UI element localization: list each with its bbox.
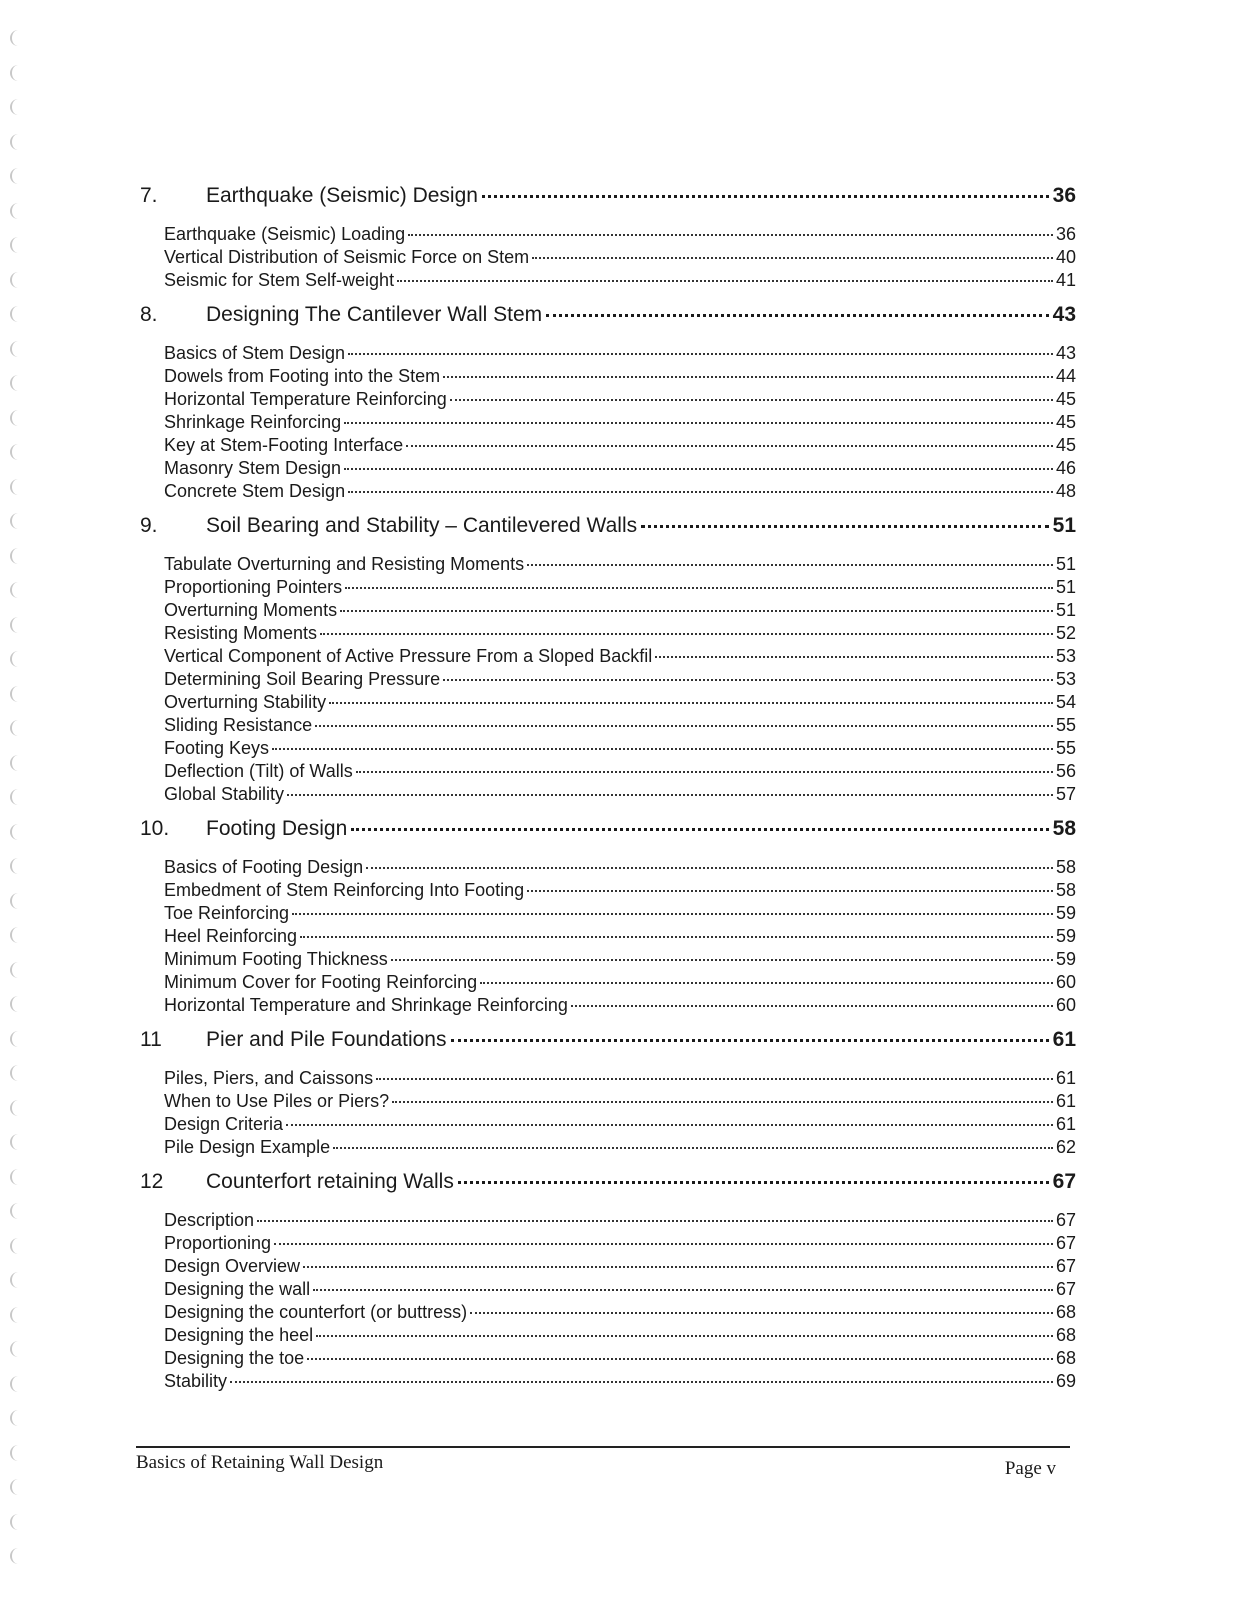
- toc-entry[interactable]: [164, 1137, 1076, 1160]
- toc-entry-title: Stability: [164, 1371, 228, 1391]
- toc-entry[interactable]: [164, 600, 1076, 623]
- chapter-page-number: 58: [1052, 817, 1076, 840]
- dot-leader: [348, 491, 1053, 493]
- chapter-title: Counterfort retaining Walls: [206, 1170, 454, 1193]
- toc-entry-title: Toe Reinforcing: [164, 903, 290, 923]
- dot-leader: [443, 376, 1053, 378]
- toc-entry[interactable]: [164, 715, 1076, 738]
- binder-hole-mark: [10, 686, 20, 702]
- chapter-title: Earthquake (Seismic) Design: [206, 184, 478, 207]
- binder-hole-mark: [10, 927, 20, 943]
- toc-entry-title: Global Stability: [164, 784, 285, 804]
- toc-entry-page-number: 52: [1055, 623, 1076, 643]
- toc-entry-page-number: 60: [1055, 972, 1076, 992]
- binder-hole-mark: [10, 375, 20, 391]
- toc-entry[interactable]: [164, 1279, 1076, 1302]
- toc-entry-title: Design Criteria: [164, 1114, 284, 1134]
- chapter-number: 12: [140, 1170, 164, 1193]
- binder-hole-mark: [10, 65, 20, 81]
- table-of-contents: [140, 184, 1076, 1404]
- toc-entry[interactable]: [164, 949, 1076, 972]
- binder-hole-mark: [10, 651, 20, 667]
- toc-entry-page-number: 67: [1055, 1279, 1076, 1299]
- footer-page-label: Page v: [1004, 1458, 1056, 1479]
- toc-entry-title: Tabulate Overturning and Resisting Moments: [164, 554, 525, 574]
- chapter-number: 11: [140, 1028, 162, 1051]
- binder-hole-mark: [10, 996, 20, 1012]
- toc-entry-page-number: 36: [1055, 224, 1076, 244]
- toc-entry-page-number: 53: [1055, 669, 1076, 689]
- chapter-heading[interactable]: [140, 1028, 1076, 1062]
- toc-entry-page-number: 58: [1055, 880, 1076, 900]
- dot-leader: [315, 725, 1053, 727]
- dot-leader: [392, 1101, 1053, 1103]
- toc-entry[interactable]: [164, 1068, 1076, 1091]
- toc-entry-title: Seismic for Stem Self-weight: [164, 270, 395, 290]
- dot-leader: [307, 1358, 1053, 1360]
- toc-entry-title: Footing Keys: [164, 738, 270, 758]
- chapter-number: 9.: [140, 514, 158, 537]
- toc-entry[interactable]: [164, 880, 1076, 903]
- toc-entry-page-number: 45: [1055, 435, 1076, 455]
- toc-entry-page-number: 67: [1055, 1210, 1076, 1230]
- binder-hole-mark: [10, 858, 20, 874]
- chapter-heading[interactable]: [140, 514, 1076, 548]
- dot-leader: [480, 982, 1053, 984]
- toc-entry-page-number: 61: [1055, 1114, 1076, 1134]
- binder-hole-mark: [10, 1272, 20, 1288]
- toc-entry-title: Designing the counterfort (or buttress): [164, 1302, 468, 1322]
- toc-entry-page-number: 56: [1055, 761, 1076, 781]
- toc-entry-title: Description: [164, 1210, 255, 1230]
- toc-entry[interactable]: [164, 784, 1076, 807]
- toc-entry-title: Resisting Moments: [164, 623, 318, 643]
- chapter-entries: [140, 1210, 1076, 1394]
- dot-leader: [527, 890, 1053, 892]
- toc-entry[interactable]: [164, 1256, 1076, 1279]
- toc-entry-page-number: 40: [1055, 247, 1076, 267]
- binder-hole-mark: [10, 306, 20, 322]
- binder-hole-mark: [10, 617, 20, 633]
- chapter-heading[interactable]: [140, 817, 1076, 851]
- binder-hole-mark: [10, 1169, 20, 1185]
- dot-leader: [482, 195, 1049, 198]
- dot-leader: [303, 1266, 1053, 1268]
- chapter-title: Soil Bearing and Stability – Cantilevered Walls: [206, 514, 638, 537]
- binder-hole-mark: [10, 1134, 20, 1150]
- binder-hole-mark: [10, 30, 20, 46]
- chapter-section: [140, 1170, 1076, 1394]
- binder-hole-mark: [10, 237, 20, 253]
- dot-leader: [450, 399, 1053, 401]
- toc-entry-page-number: 61: [1055, 1068, 1076, 1088]
- chapter-page-number: 51: [1052, 514, 1076, 537]
- binder-hole-mark: [10, 203, 20, 219]
- chapter-number: 7.: [140, 184, 158, 207]
- toc-entry[interactable]: [164, 247, 1076, 270]
- dot-leader: [376, 1078, 1053, 1080]
- toc-entry[interactable]: [164, 1325, 1076, 1348]
- toc-entry-page-number: 54: [1055, 692, 1076, 712]
- toc-entry-title: Pile Design Example: [164, 1137, 331, 1157]
- toc-entry-page-number: 48: [1055, 481, 1076, 501]
- binder-hole-mark: [10, 893, 20, 909]
- chapter-number: 10.: [140, 817, 170, 840]
- toc-entry-title: Designing the heel: [164, 1325, 314, 1345]
- chapter-section: [140, 303, 1076, 504]
- chapter-title: Designing The Cantilever Wall Stem: [206, 303, 543, 326]
- toc-entry-title: Horizontal Temperature and Shrinkage Reinforcing: [164, 995, 568, 1015]
- toc-entry[interactable]: [164, 1210, 1076, 1233]
- dot-leader: [344, 422, 1053, 424]
- toc-entry[interactable]: [164, 857, 1076, 880]
- toc-entry[interactable]: [164, 903, 1076, 926]
- toc-entry-page-number: 53: [1055, 646, 1076, 666]
- dot-leader: [257, 1220, 1053, 1222]
- toc-entry-title: Deflection (Tilt) of Walls: [164, 761, 353, 781]
- dot-leader: [344, 468, 1053, 470]
- binder-hole-mark: [10, 341, 20, 357]
- toc-entry-page-number: 59: [1055, 926, 1076, 946]
- toc-entry[interactable]: [164, 224, 1076, 247]
- chapter-page-number: 36: [1052, 184, 1076, 207]
- toc-entry-title: Vertical Component of Active Pressure From a Sloped Backfil: [164, 646, 653, 666]
- toc-entry-page-number: 44: [1055, 366, 1076, 386]
- toc-entry[interactable]: [164, 458, 1076, 481]
- dot-leader: [443, 679, 1053, 681]
- toc-entry-title: Basics of Stem Design: [164, 343, 346, 363]
- chapter-number: 8.: [140, 303, 158, 326]
- toc-entry-title: Overturning Stability: [164, 692, 327, 712]
- toc-entry[interactable]: [164, 623, 1076, 646]
- chapter-section: [140, 1028, 1076, 1160]
- toc-entry-page-number: 45: [1055, 412, 1076, 432]
- toc-entry-title: Earthquake (Seismic) Loading: [164, 224, 406, 244]
- toc-entry[interactable]: [164, 738, 1076, 761]
- toc-entry[interactable]: [164, 366, 1076, 389]
- toc-entry-title: Basics of Footing Design: [164, 857, 364, 877]
- binder-hole-mark: [10, 1100, 20, 1116]
- binder-hole-mark: [10, 720, 20, 736]
- toc-entry[interactable]: [164, 412, 1076, 435]
- dot-leader: [406, 445, 1053, 447]
- dot-leader: [287, 794, 1053, 796]
- toc-entry[interactable]: [164, 995, 1076, 1018]
- toc-entry-title: Designing the toe: [164, 1348, 305, 1368]
- toc-entry[interactable]: [164, 926, 1076, 949]
- toc-entry[interactable]: [164, 1091, 1076, 1114]
- toc-entry-title: Design Overview: [164, 1256, 301, 1276]
- chapter-heading[interactable]: [140, 1170, 1076, 1204]
- chapter-section: [140, 184, 1076, 293]
- dot-leader: [272, 748, 1053, 750]
- binder-hole-mark: [10, 1376, 20, 1392]
- toc-entry-page-number: 69: [1055, 1371, 1076, 1391]
- dot-leader: [470, 1312, 1053, 1314]
- toc-entry-page-number: 43: [1055, 343, 1076, 363]
- binder-hole-mark: [10, 1341, 20, 1357]
- toc-entry-title: Proportioning: [164, 1233, 272, 1253]
- toc-entry-page-number: 55: [1055, 738, 1076, 758]
- chapter-heading[interactable]: [140, 184, 1076, 218]
- dot-leader: [458, 1181, 1049, 1184]
- dot-leader: [286, 1124, 1053, 1126]
- toc-entry-page-number: 58: [1055, 857, 1076, 877]
- toc-entry[interactable]: [164, 1348, 1076, 1371]
- dot-leader: [397, 280, 1053, 282]
- toc-entry-title: Determining Soil Bearing Pressure: [164, 669, 441, 689]
- toc-entry[interactable]: [164, 435, 1076, 458]
- toc-entry[interactable]: [164, 1114, 1076, 1137]
- dot-leader: [316, 1335, 1053, 1337]
- toc-entry-page-number: 41: [1055, 270, 1076, 290]
- toc-entry-page-number: 68: [1055, 1325, 1076, 1345]
- toc-entry[interactable]: [164, 577, 1076, 600]
- binder-hole-mark: [10, 1031, 20, 1047]
- toc-entry-title: Proportioning Pointers: [164, 577, 343, 597]
- binder-hole-mark: [10, 272, 20, 288]
- dot-leader: [571, 1005, 1053, 1007]
- toc-entry[interactable]: [164, 270, 1076, 293]
- binder-hole-mark: [10, 824, 20, 840]
- binder-hole-mark: [10, 444, 20, 460]
- chapter-entries: [140, 1068, 1076, 1160]
- dot-leader: [655, 656, 1053, 658]
- toc-entry-title: Horizontal Temperature Reinforcing: [164, 389, 447, 409]
- toc-entry-title: Vertical Distribution of Seismic Force on Stem: [164, 247, 530, 267]
- chapter-section: [140, 514, 1076, 807]
- dot-leader: [340, 610, 1053, 612]
- binder-hole-mark: [10, 582, 20, 598]
- binder-hole-mark: [10, 1203, 20, 1219]
- toc-entry[interactable]: [164, 646, 1076, 669]
- dot-leader: [451, 1039, 1049, 1042]
- toc-entry[interactable]: [164, 761, 1076, 784]
- dot-leader: [532, 257, 1053, 259]
- toc-entry-page-number: 51: [1055, 554, 1076, 574]
- footer-book-title: Basics of Retaining Wall Design: [136, 1452, 384, 1473]
- toc-entry-title: Concrete Stem Design: [164, 481, 346, 501]
- binder-hole-mark: [10, 1065, 20, 1081]
- binder-hole-mark: [10, 168, 20, 184]
- dot-leader: [313, 1289, 1053, 1291]
- toc-entry-title: Masonry Stem Design: [164, 458, 342, 478]
- chapter-heading[interactable]: [140, 303, 1076, 337]
- dot-leader: [408, 234, 1053, 236]
- toc-entry-title: Designing the wall: [164, 1279, 311, 1299]
- toc-entry-page-number: 59: [1055, 903, 1076, 923]
- dot-leader: [292, 913, 1053, 915]
- binder-hole-mark: [10, 755, 20, 771]
- toc-entry-page-number: 67: [1055, 1256, 1076, 1276]
- binder-hole-mark: [10, 1445, 20, 1461]
- toc-entry[interactable]: [164, 1371, 1076, 1394]
- binder-hole-mark: [10, 1479, 20, 1495]
- chapter-entries: [140, 224, 1076, 293]
- toc-entry-title: Key at Stem-Footing Interface: [164, 435, 404, 455]
- toc-entry-page-number: 57: [1055, 784, 1076, 804]
- toc-entry-title: Piles, Piers, and Caissons: [164, 1068, 374, 1088]
- dot-leader: [641, 525, 1049, 528]
- dot-leader: [300, 936, 1053, 938]
- toc-entry-title: Overturning Moments: [164, 600, 338, 620]
- toc-entry[interactable]: [164, 1302, 1076, 1325]
- toc-entry-page-number: 68: [1055, 1348, 1076, 1368]
- toc-entry-title: Shrinkage Reinforcing: [164, 412, 342, 432]
- toc-entry-title: When to Use Piles or Piers?: [164, 1091, 390, 1111]
- dot-leader: [391, 959, 1053, 961]
- toc-entry[interactable]: [164, 972, 1076, 995]
- chapter-section: [140, 817, 1076, 1018]
- toc-entry-page-number: 45: [1055, 389, 1076, 409]
- binder-hole-mark: [10, 99, 20, 115]
- page-footer: [136, 1446, 1070, 1480]
- toc-entry-title: Embedment of Stem Reinforcing Into Footing: [164, 880, 525, 900]
- chapter-title: Pier and Pile Foundations: [206, 1028, 447, 1051]
- dot-leader: [345, 587, 1053, 589]
- chapter-title: Footing Design: [206, 817, 348, 840]
- toc-entry-title: Sliding Resistance: [164, 715, 313, 735]
- toc-entry-page-number: 67: [1055, 1233, 1076, 1253]
- dot-leader: [356, 771, 1053, 773]
- dot-leader: [366, 867, 1053, 869]
- toc-entry-page-number: 55: [1055, 715, 1076, 735]
- chapter-page-number: 67: [1052, 1170, 1076, 1193]
- dot-leader: [320, 633, 1053, 635]
- binder-hole-mark: [10, 134, 20, 150]
- toc-entry-page-number: 60: [1055, 995, 1076, 1015]
- toc-entry[interactable]: [164, 389, 1076, 412]
- binder-hole-mark: [10, 1307, 20, 1323]
- dot-leader: [274, 1243, 1053, 1245]
- binder-hole-mark: [10, 789, 20, 805]
- chapter-entries: [140, 343, 1076, 504]
- chapter-page-number: 43: [1052, 303, 1076, 326]
- toc-entry-page-number: 62: [1055, 1137, 1076, 1157]
- toc-entry-title: Minimum Footing Thickness: [164, 949, 388, 969]
- chapter-entries: [140, 554, 1076, 807]
- toc-entry-page-number: 46: [1055, 458, 1076, 478]
- binder-hole-mark: [10, 410, 20, 426]
- binder-hole-mark: [10, 513, 20, 529]
- toc-entry[interactable]: [164, 343, 1076, 366]
- dot-leader: [527, 564, 1053, 566]
- toc-entry[interactable]: [164, 481, 1076, 504]
- toc-entry-title: Minimum Cover for Footing Reinforcing: [164, 972, 478, 992]
- toc-entry-page-number: 61: [1055, 1091, 1076, 1111]
- toc-entry-page-number: 51: [1055, 600, 1076, 620]
- dot-leader: [333, 1147, 1053, 1149]
- binder-hole-mark: [10, 1548, 20, 1564]
- binder-hole-mark: [10, 548, 20, 564]
- binder-hole-mark: [10, 1238, 20, 1254]
- binder-holes: [4, 30, 24, 1570]
- chapter-page-number: 61: [1052, 1028, 1076, 1051]
- dot-leader: [546, 314, 1048, 317]
- toc-entry[interactable]: [164, 1233, 1076, 1256]
- toc-entry[interactable]: [164, 554, 1076, 577]
- binder-hole-mark: [10, 962, 20, 978]
- binder-hole-mark: [10, 1514, 20, 1530]
- dot-leader: [230, 1381, 1053, 1383]
- toc-entry-page-number: 68: [1055, 1302, 1076, 1322]
- chapter-entries: [140, 857, 1076, 1018]
- toc-entry-title: Dowels from Footing into the Stem: [164, 366, 441, 386]
- dot-leader: [351, 828, 1048, 831]
- binder-hole-mark: [10, 1410, 20, 1426]
- toc-entry[interactable]: [164, 692, 1076, 715]
- toc-entry-page-number: 51: [1055, 577, 1076, 597]
- dot-leader: [348, 353, 1053, 355]
- toc-entry-title: Heel Reinforcing: [164, 926, 298, 946]
- toc-entry-page-number: 59: [1055, 949, 1076, 969]
- dot-leader: [329, 702, 1053, 704]
- binder-hole-mark: [10, 479, 20, 495]
- toc-entry[interactable]: [164, 669, 1076, 692]
